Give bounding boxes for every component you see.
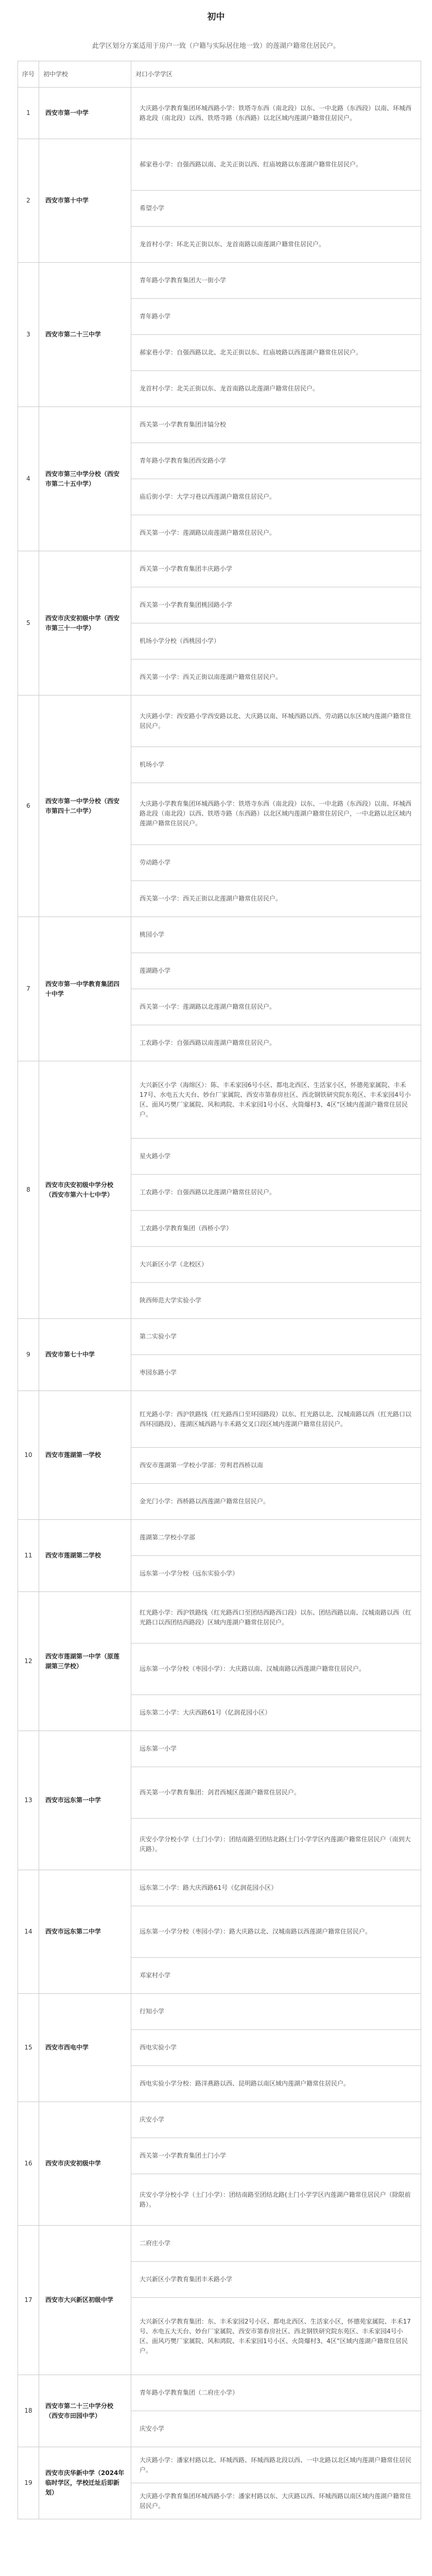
table-header-row [18, 61, 421, 88]
primary-school-district: 大兴新区小学教育集团：东、丰禾家园2号小区、都电北西区、生活家小区，怀德苑家属院、丰禾17号、水电五大天台、妙台厂家属院、西安市第春房社区、西北钢铁研究院东苑区、丰禾家园4号小区、面风巧樊厂家属院、风和鸿院、丰禾家园1号小区、火筒爆村3、4区”区域内莲湖户籍常住居民户。 [131, 2298, 421, 2375]
primary-school-district: 红光路小学：西沪铁路线（红光路西口至团结西路西口段）以东、团结西路以南、汉城南路以西（红光路口以西团结西路段）区域内莲湖户籍常住居民户。 [131, 1592, 421, 1643]
primary-school-district: 工农路小学教育集团（西桥小学） [131, 1211, 421, 1247]
middle-school-name: 西安市莲湖第一学校 [39, 1391, 131, 1520]
primary-school-district: 机场小学分校（西桃园小学） [131, 623, 421, 659]
primary-school-district: 远东第一小学分校（远东实验小学） [131, 1556, 421, 1592]
primary-school-district: 远东第一小学分校（枣园小学）：路大庆路以北、汉城南路以西莲湖户籍常住居民户。 [131, 1906, 421, 1958]
table-row [18, 1994, 421, 2030]
primary-school-district: 西电实验小学分校：路洋燕路以西、昆明路以南区域内莲湖户籍常住居民户。 [131, 2066, 421, 2102]
header-primary: 对口小学学区 [131, 61, 421, 88]
primary-school-district: 工农路小学：自强西路以南莲湖户籍常住居民户。 [131, 1025, 421, 1061]
primary-school-district: 远东第一小学分校（枣园小学）：大庆路以南、汉城南路以西莲湖户籍常住居民户。 [131, 1643, 421, 1695]
primary-school-district: 远东第二小学：大庆西路61号（亿润花园小区） [131, 1695, 421, 1731]
row-number: 10 [18, 1391, 39, 1520]
table-row [18, 2447, 421, 2483]
table-row [18, 1520, 421, 1556]
middle-school-name: 西安市莲湖第二学校 [39, 1520, 131, 1592]
row-number: 14 [18, 1870, 39, 1994]
primary-school-district: 大庆路小学教育集团环城西路小学：铁塔寺东西（南北段）以东、一中北路（东西段）以南、环城西路北段（南北段）以西、铁塔寺路（东西路）以北区域内莲湖户籍常住居民户。 [131, 88, 421, 139]
middle-school-name: 西安市第一中学教育集团四十中学 [39, 917, 131, 1061]
table-row [18, 917, 421, 953]
primary-school-district: 莲湖第二学校小学部 [131, 1520, 421, 1556]
row-number: 7 [18, 917, 39, 1061]
row-number: 1 [18, 88, 39, 139]
scope-note: 此学区划分方案适用于房户一致（户籍与实际居住地一致）的莲湖户籍常住居民户。 [92, 42, 340, 50]
middle-school-name: 西安市庆安初级中学（西安市第三十一中学） [39, 551, 131, 696]
middle-school-name: 西安市远东第一中学 [39, 1731, 131, 1870]
primary-school-district: 大兴新区小学（北校区） [131, 1247, 421, 1283]
header-school: 初中学校 [39, 61, 131, 88]
primary-school-district: 西电实验小学 [131, 2030, 421, 2066]
primary-school-district: 西关第一小学：西关正街以北莲湖户籍常住居民户。 [131, 881, 421, 917]
primary-school-district: 枣园东路小学 [131, 1355, 421, 1391]
primary-school-district: 大庆路小学教育集团环城西路小学：铁塔寺东西（南北段）以东、一中北路（东西段）以南、环城西路北段（南北段）以西、铁塔寺路（东西路）以北区域内莲湖户籍常住居民户，一中北路以北区域内莲湖户籍常住居民户。 [131, 783, 421, 845]
middle-school-name: 西安市大兴新区初级中学 [39, 2226, 131, 2375]
row-number: 8 [18, 1061, 39, 1319]
table-row [18, 1870, 421, 1906]
middle-school-name: 西安市第三中学分校（西安市第二十五中学） [39, 407, 131, 551]
primary-school-district: 远东第二小学：路大庆西路61号（亿润花园小区） [131, 1870, 421, 1906]
page-title: 初中 [207, 12, 225, 22]
table-row [18, 407, 421, 443]
row-number: 11 [18, 1520, 39, 1592]
row-number: 15 [18, 1994, 39, 2102]
primary-school-district: 郝家巷小学：自强西路以南、北关正街以西、红庙坡路以东莲湖户籍常住居民户。 [131, 139, 421, 191]
primary-school-district: 邓家村小学 [131, 1958, 421, 1994]
table-row [18, 263, 421, 299]
primary-school-district: 远东第一小学 [131, 1731, 421, 1767]
primary-school-district: 西关第一小学：西关正街以南莲湖户籍常住居民户。 [131, 659, 421, 696]
table-row [18, 88, 421, 139]
primary-school-district: 机场小学 [131, 747, 421, 783]
header-no: 序号 [18, 61, 39, 88]
primary-school-district: 西关第一小学教育集团丰庆路小学 [131, 551, 421, 587]
primary-school-district: 庆安小学分校小学（土门小学）：团结南路至团结北路(土门小学学区内莲湖户籍常住居民户（南到大庆路）。 [131, 1819, 421, 1870]
row-number: 17 [18, 2226, 39, 2375]
primary-school-district: 西关第一小学教育集团沣镐分校 [131, 407, 421, 443]
primary-school-district: 郝家巷小学：自强西路以北、北关正街以东、红庙坡路以西莲湖户籍常住居民户。 [131, 335, 421, 371]
table-row [18, 1731, 421, 1767]
primary-school-district: 龙首村小学：环北关正街以东、龙首南路以南莲湖户籍常住居民户。 [131, 227, 421, 263]
primary-school-district: 金光门小学：西桥路以西莲湖户籍常住居民户。 [131, 1484, 421, 1520]
middle-school-name: 西安市第十中学 [39, 139, 131, 263]
primary-school-district: 西关第一小学：莲湖路以南莲湖户籍常住居民户。 [131, 515, 421, 551]
primary-school-district: 大庆路小学：西安路小学西安路以北、大庆路以南、环城西路以西、劳动路以东区域内莲湖户籍常住居民户。 [131, 696, 421, 747]
table-row [18, 2102, 421, 2138]
primary-school-district: 红光路小学：西沪铁路线（红光路西口至环园路段）以东、红光路以北、汉城南路以西（红光路口以西环园路段）、莲湖区城西路与丰禾路交叉口段区域内莲湖户籍常住居民户。 [131, 1391, 421, 1448]
primary-school-district: 希望小学 [131, 191, 421, 227]
primary-school-district: 第二实验小学 [131, 1319, 421, 1355]
primary-school-district: 青年路小学 [131, 299, 421, 335]
middle-school-name: 西安市第七十中学 [39, 1319, 131, 1391]
primary-school-district: 劳动路小学 [131, 845, 421, 881]
row-number: 12 [18, 1592, 39, 1731]
row-number: 2 [18, 139, 39, 263]
primary-school-district: 庆安小学分校小学（土门小学）：团结南路至团结北路(土门小学学区内莲湖户籍常住居民户（除限前路）。 [131, 2174, 421, 2226]
row-number: 5 [18, 551, 39, 696]
middle-school-name: 西安市第一中学分校（西安市第四十二中学） [39, 696, 131, 917]
middle-school-name: 西安市庆安初级中学分校（西安市第六十七中学） [39, 1061, 131, 1319]
middle-school-name: 西安市远东第二中学 [39, 1870, 131, 1994]
primary-school-district: 大庆路小学：潘家村路以北、环城西路、环城西路北段以西、一中北路以北区域内莲湖户籍常住居民户。 [131, 2447, 421, 2483]
table-row [18, 696, 421, 747]
middle-school-name: 西安市第一中学 [39, 88, 131, 139]
primary-school-district: 西关第一小学教育集团桃园路小学 [131, 587, 421, 623]
row-number: 16 [18, 2102, 39, 2226]
middle-school-name: 西安市庆华新中学（2024年临时学区，学校迁址后即新划） [39, 2447, 131, 2519]
middle-school-name: 西安市第二十三中学分校（西安市田园中学） [39, 2375, 131, 2447]
table-row [18, 1319, 421, 1355]
primary-school-district: 行知小学 [131, 1994, 421, 2030]
table-row [18, 139, 421, 191]
middle-school-name: 西安市庆安初级中学 [39, 2102, 131, 2226]
primary-school-district: 大庆路小学教育集团环城西路小学：潘家村路以东、大庆路以西、环城西路以南区域内莲湖户籍常住居民户。 [131, 2483, 421, 2519]
middle-school-name: 西安市西电中学 [39, 1994, 131, 2102]
primary-school-district: 工农路小学：自强西路以北莲湖户籍常住居民户。 [131, 1175, 421, 1211]
primary-school-district: 西关第一小学教育集团：剑君西城区莲湖户籍常住居民户。 [131, 1767, 421, 1819]
row-number: 6 [18, 696, 39, 917]
table-row [18, 2375, 421, 2411]
primary-school-district: 青年路小学教育集团大一街小学 [131, 263, 421, 299]
row-number: 18 [18, 2375, 39, 2447]
table-body [18, 88, 421, 2519]
primary-school-district: 庆安小学 [131, 2411, 421, 2447]
primary-school-district: 莲湖路小学 [131, 953, 421, 989]
primary-school-district: 二府庄小学 [131, 2226, 421, 2262]
primary-school-district: 西安市莲湖第一学校小学部：劳利君西桥以南 [131, 1448, 421, 1484]
primary-school-district: 大兴新区小学教育集团丰禾路小学 [131, 2262, 421, 2298]
primary-school-district: 庆安小学 [131, 2102, 421, 2138]
primary-school-district: 青年路小学教育集团西安路小学 [131, 443, 421, 479]
middle-school-name: 西安市第二十三中学 [39, 263, 131, 407]
row-number: 19 [18, 2447, 39, 2519]
row-number: 9 [18, 1319, 39, 1391]
middle-school-name: 西安市莲湖第一中学（原莲湖第三学校） [39, 1592, 131, 1731]
table-row [18, 1592, 421, 1643]
primary-school-district: 大兴新区小学（海绵区）：陈、丰禾家园6号小区、都电北西区、生活家小区，怀德苑家属院、丰禾17号、水电五大天台、妙台厂家属院、西安市第春房社区、西北钢铁研究院东苑区、丰禾家园4号小区、面风巧樊厂家属院、风和鸿院、丰禾家园1号小区、火筒爆村3、4区”区域内莲湖户籍常住居民户。 [131, 1061, 421, 1139]
primary-school-district: 星火路小学 [131, 1139, 421, 1175]
table-row [18, 1391, 421, 1448]
primary-school-district: 西关第一小学教育集团土门小学 [131, 2138, 421, 2174]
primary-school-district: 桃园小学 [131, 917, 421, 953]
table-row [18, 551, 421, 587]
primary-school-district: 西关第一小学：莲湖路以北莲湖户籍常住居民户。 [131, 989, 421, 1025]
primary-school-district: 庙后街小学：大学习巷以西莲湖户籍常住居民户。 [131, 479, 421, 515]
row-number: 3 [18, 263, 39, 407]
table-row [18, 1061, 421, 1139]
primary-school-district: 龙首村小学：北关正街以东、龙首南路以北莲湖户籍常住居民户。 [131, 371, 421, 407]
primary-school-district: 陕西师范大学实验小学 [131, 1283, 421, 1319]
row-number: 4 [18, 407, 39, 551]
school-district-table [18, 61, 421, 2519]
row-number: 13 [18, 1731, 39, 1870]
primary-school-district: 青年路小学教育集团（二府庄小学） [131, 2375, 421, 2411]
table-row [18, 2226, 421, 2262]
